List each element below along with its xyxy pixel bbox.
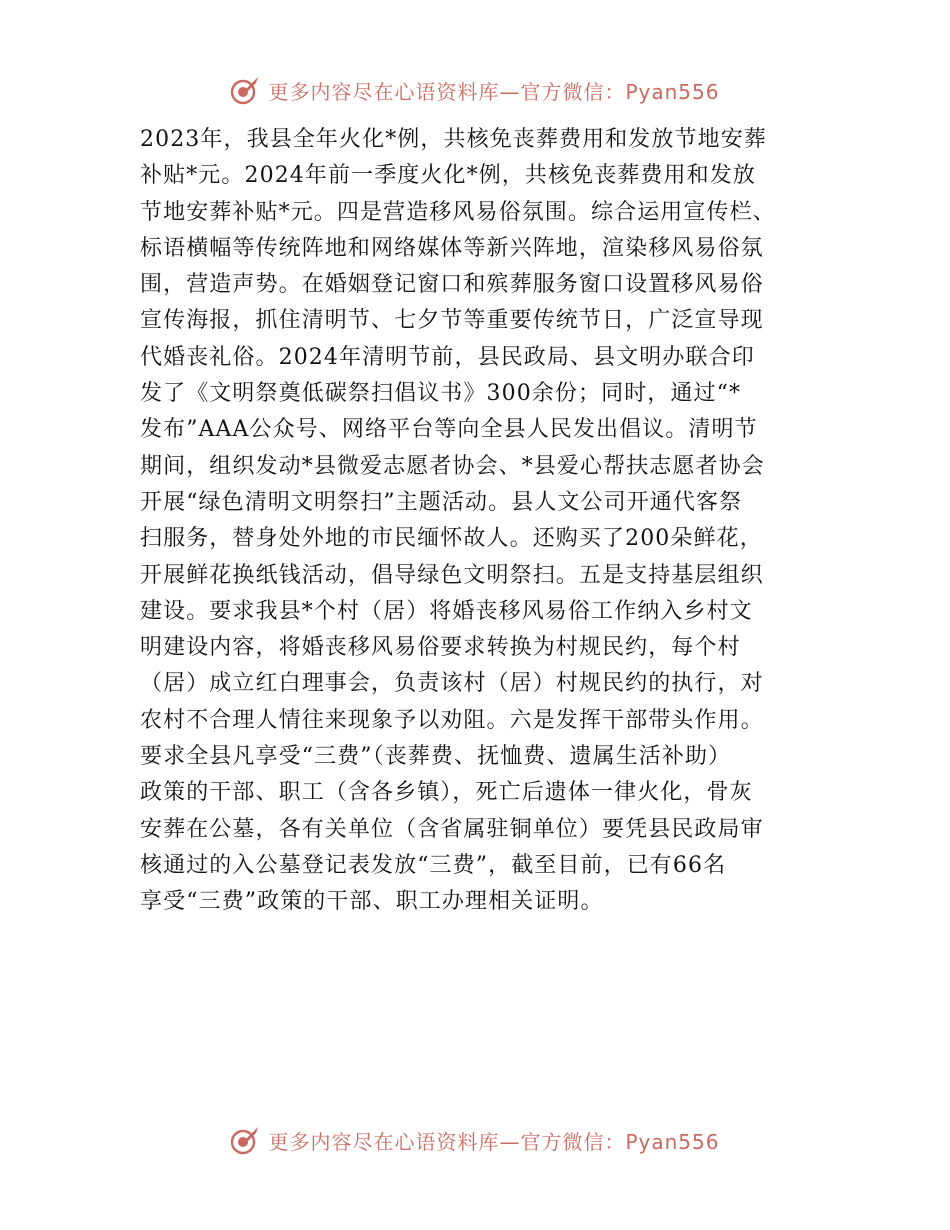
header-banner-text: 更多内容尽在心语资料库—官方微信：Pyan556 <box>268 79 720 104</box>
body-line: 开展鲜花换纸钱活动，倡导绿色文明祭扫。五是支持基层组织 <box>140 562 764 588</box>
body-line: 开展“绿色清明文明祭扫”主题活动。县人文公司开通代客祭 <box>140 489 743 515</box>
body-line: 节地安葬补贴*元。四是营造移风易俗氛围。综合运用宣传栏、 <box>140 199 776 225</box>
quill-seal-icon <box>230 1125 260 1155</box>
footer-banner <box>0 1120 950 1160</box>
footer-banner-text: 更多内容尽在心语资料库—官方微信：Pyan556 <box>268 1129 720 1154</box>
quill-seal-icon <box>230 75 260 105</box>
document-body <box>140 122 830 921</box>
body-line: 农村不合理人情往来现象予以劝阻。六是发挥干部带头作用。 <box>140 707 764 733</box>
body-line: 期间，组织发动*县微爱志愿者协会、*县爱心帮扶志愿者协会 <box>140 453 765 479</box>
body-line: 扫服务，替身处外地的市民缅怀故人。还购买了200朵鲜花， <box>140 526 763 552</box>
body-line: 享受“三费”政策的干部、职工办理相关证明。 <box>140 889 604 915</box>
body-line: 补贴*元。2024年前一季度火化*例，共核免丧葬费用和发放 <box>140 163 756 189</box>
body-line: 标语横幅等传统阵地和网络媒体等新兴阵地，渲染移风易俗氛 <box>140 235 764 261</box>
body-line: 要求全县凡享受“三费”（丧葬费、抚恤费、遗属生活补助） <box>140 744 732 770</box>
body-line: 政策的干部、职工（含各乡镇），死亡后遗体一律火化，骨灰 <box>140 780 753 806</box>
body-line: 明建设内容，将婚丧移风易俗要求转换为村规民约，每个村 <box>140 635 741 661</box>
body-line: 发了《文明祭奠低碳祭扫倡议书》300余份；同时，通过“* <box>140 381 742 407</box>
body-line: 建设。要求我县*个村（居）将婚丧移风易俗工作纳入乡村文 <box>140 598 753 624</box>
body-line: 核通过的入公墓登记表发放“三费”，截至目前，已有66名 <box>140 852 727 878</box>
body-line: 宣传海报，抓住清明节、七夕节等重要传统节日，广泛宣导现 <box>140 308 764 334</box>
header-banner <box>0 70 950 110</box>
body-line: 围，营造声势。在婚姻登记窗口和殡葬服务窗口设置移风易俗 <box>140 272 764 298</box>
body-line: 2023年，我县全年火化*例，共核免丧葬费用和发放节地安葬 <box>140 127 767 152</box>
body-line: 代婚丧礼俗。2024年清明节前，县民政局、县文明办联合印 <box>140 344 755 370</box>
body-line: 安葬在公墓，各有关单位（含省属驻铜单位）要凭县民政局审 <box>140 816 764 842</box>
body-line: （居）成立红白理事会，负责该村（居）村规民约的执行，对 <box>140 671 764 697</box>
body-line: 发布”AAA公众号、网络平台等向全县人民发出倡议。清明节 <box>140 417 758 443</box>
